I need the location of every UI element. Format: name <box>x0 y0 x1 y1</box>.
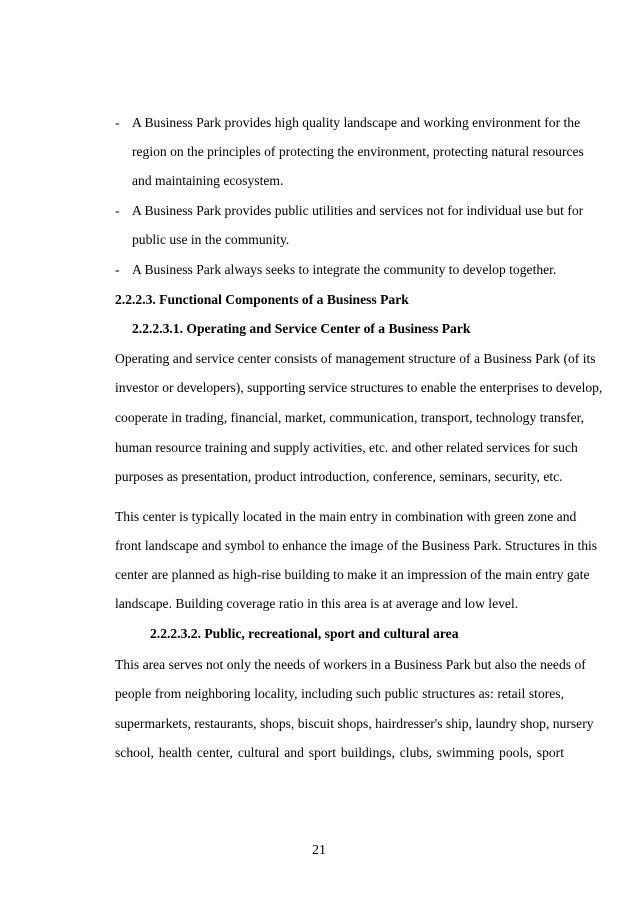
page-number: 21 <box>312 843 326 858</box>
para-3-line-2: people from neighboring locality, including such public structures as: retail stores, <box>115 686 564 701</box>
bullet-dash: - <box>115 203 120 218</box>
para-2-line-2: front landscape and symbol to enhance the image of the Business Park. Structures in this <box>115 538 598 553</box>
para-1-line-5: purposes as presentation, product introduction, conference, seminars, security, etc. <box>115 469 563 484</box>
bullet-1-line-1: A Business Park provides high quality landscape and working environment for the <box>132 115 581 130</box>
para-1-line-3: cooperate in trading, financial, market, communication, transport, technology transfer, <box>115 410 585 425</box>
para-2-line-1: This center is typically located in the main entry in combination with green zone and <box>115 509 577 524</box>
para-1-line-4: human resource training and supply activities, etc. and other related services for such <box>115 440 578 455</box>
bullet-2-line-1: A Business Park provides public utilities and services not for individual use but for <box>132 203 584 218</box>
bullet-dash: - <box>115 262 120 277</box>
subsection-heading-22232: 2.2.2.3.2. Public, recreational, sport and cultural area <box>150 626 459 641</box>
section-heading-2223: 2.2.2.3. Functional Components of a Business Park <box>115 292 409 307</box>
para-3-line-3: supermarkets, restaurants, shops, biscuit shops, hairdresser's ship, laundry shop, nursery <box>115 716 594 731</box>
bullet-1-line-2: region on the principles of protecting the environment, protecting natural resources <box>132 144 584 159</box>
para-1-line-1: Operating and service center consists of management structure of a Business Park (of its <box>115 351 596 366</box>
para-1-line-2: investor or developers), supporting service structures to enable the enterprises to develop, <box>115 380 603 395</box>
bullet-1-line-3: and maintaining ecosystem. <box>132 173 284 188</box>
bullet-2-line-2: public use in the community. <box>132 232 290 247</box>
bullet-3-line-1: A Business Park always seeks to integrate the community to develop together. <box>132 262 557 277</box>
subsection-heading-22231: 2.2.2.3.1. Operating and Service Center of a Business Park <box>132 321 471 336</box>
para-3-line-4: school, health center, cultural and sport buildings, clubs, swimming pools, sport <box>115 745 564 760</box>
para-2-line-3: center are planned as high-rise building to make it an impression of the main entry gate <box>115 567 590 582</box>
para-2-line-4: landscape. Building coverage ratio in this area is at average and low level. <box>115 596 519 611</box>
para-3-line-1: This area serves not only the needs of workers in a Business Park but also the needs of <box>115 657 586 672</box>
bullet-dash: - <box>115 115 120 130</box>
